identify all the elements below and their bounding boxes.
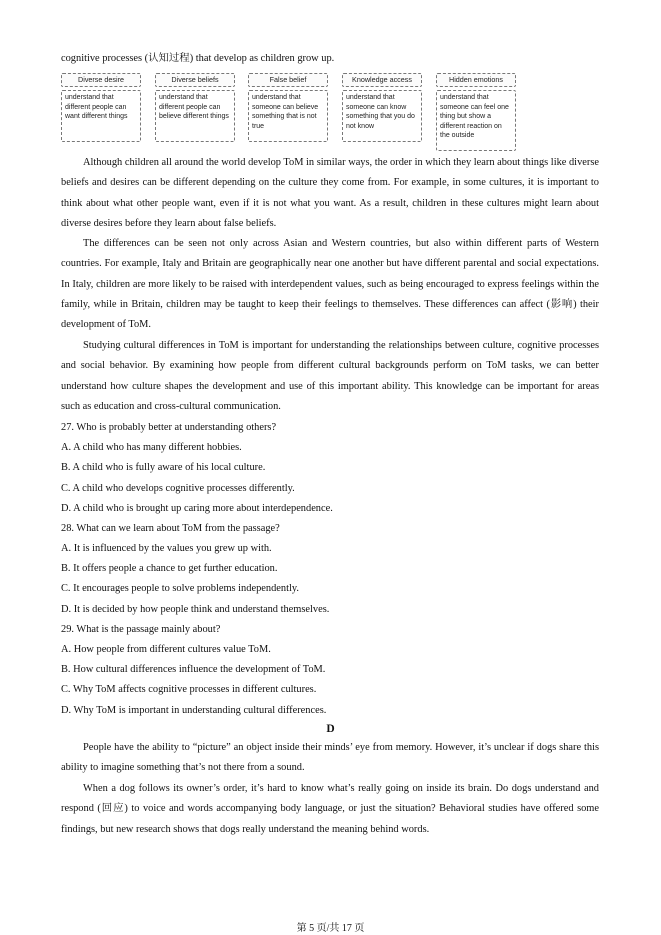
paragraph-1 — [61, 153, 599, 234]
question-28-option-a: A. It is influenced by the values you grew up with. — [61, 543, 272, 554]
section-d-paragraph-1-text: People have the ability to “picture” an object inside their minds’ eye from memory. However, it’s unclear if dogs share this ability to imagine something that’s not there from a sound. — [61, 742, 599, 774]
paragraph-2-text: The differences can be seen not only across Asian and Western countries, but also within different parts of Western countries. For example, Italy and Britain are geographically near one another but have different parental and social expectations. In Italy, children are more likely to be raised with interdependent values, such as being encouraged to express feelings within the family, while in Britain, children may be taught to keep their feelings to themselves. These differences can affect (影响) their development of ToM. — [61, 238, 599, 331]
tom-box-title: Knowledge access — [342, 73, 422, 87]
question-29-stem: 29. What is the passage mainly about? — [61, 624, 221, 635]
tom-box-title: Hidden emotions — [436, 73, 516, 87]
tom-box-diverse-desire — [61, 73, 141, 142]
question-28-option-c: C. It encourages people to solve problems independently. — [61, 583, 299, 594]
page-footer: 第 5 页/共 17 页 — [296, 923, 365, 934]
paragraph-1-text: Although children all around the world develop ToM in similar ways, the order in which they learn about things like diverse beliefs and desires can be different depending on the culture they come from. For example, in some cultures, it is important to think about what other people want, even if it is not what you want. As a result, children in these cultures might learn about diverse desires before they learn about false beliefs. — [61, 157, 599, 229]
section-d-paragraph-1 — [61, 738, 599, 779]
tom-box-title: False belief — [248, 73, 328, 87]
tom-box-text: understand that someone can know something that you do not know — [342, 90, 422, 142]
section-d-paragraph-2 — [61, 779, 599, 840]
question-27-option-b: B. A child who is fully aware of his local culture. — [61, 462, 266, 473]
question-27-stem: 27. Who is probably better at understanding others? — [61, 422, 277, 433]
question-29-option-a: A. How people from different cultures value ToM. — [61, 644, 271, 655]
tom-box-diverse-beliefs — [155, 73, 235, 142]
question-29-option-b: B. How cultural differences influence the development of ToM. — [61, 664, 326, 675]
question-28-stem: 28. What can we learn about ToM from the passage? — [61, 523, 280, 534]
tom-box-text: understand that different people can want different things — [61, 90, 141, 142]
question-27-option-a: A. A child who has many different hobbies. — [61, 442, 242, 453]
tom-box-title: Diverse desire — [61, 73, 141, 87]
section-d-heading: D — [326, 723, 335, 735]
tom-box-title: Diverse beliefs — [155, 73, 235, 87]
tom-box-text: understand that different people can believe different things — [155, 90, 235, 142]
question-27-option-d: D. A child who is brought up caring more about interdependence. — [61, 503, 333, 514]
question-29-option-c: C. Why ToM affects cognitive processes in different cultures. — [61, 684, 317, 695]
question-27-option-c: C. A child who develops cognitive processes differently. — [61, 483, 295, 494]
tom-box-hidden-emotions — [436, 73, 516, 151]
tom-box-knowledge-access — [342, 73, 422, 142]
question-28-option-d: D. It is decided by how people think and understand themselves. — [61, 604, 330, 615]
paragraph-2 — [61, 234, 599, 335]
tom-box-false-belief — [248, 73, 328, 142]
intro-line: cognitive processes (认知过程) that develop as children grow up. — [61, 53, 335, 64]
tom-diagram — [61, 73, 521, 151]
section-d-paragraph-2-text: When a dog follows its owner’s order, it’s hard to know what’s really going on inside its brain. Do dogs understand and respond (回应) to voice and words accompanying body language, or just the situation? Behavioral studies have offered some findings, but new research shows that dogs really understand the meaning behind words. — [61, 783, 599, 835]
question-29-option-d: D. Why ToM is important in understanding cultural differences. — [61, 705, 327, 716]
tom-box-text: understand that someone can feel one thing but show a different reaction on the outside — [436, 90, 516, 151]
paragraph-3 — [61, 336, 599, 417]
tom-box-text: understand that someone can believe something that is not true — [248, 90, 328, 142]
paragraph-3-text: Studying cultural differences in ToM is important for understanding the relationships between culture, cognitive processes and social behavior. By examining how people from different cultural backgrounds perform on ToM tasks, we can better understand how culture shapes the development and use of this important ability. This knowledge can be important for areas such as education and cross-cultural communication. — [61, 340, 599, 412]
question-28-option-b: B. It offers people a chance to get further education. — [61, 563, 278, 574]
